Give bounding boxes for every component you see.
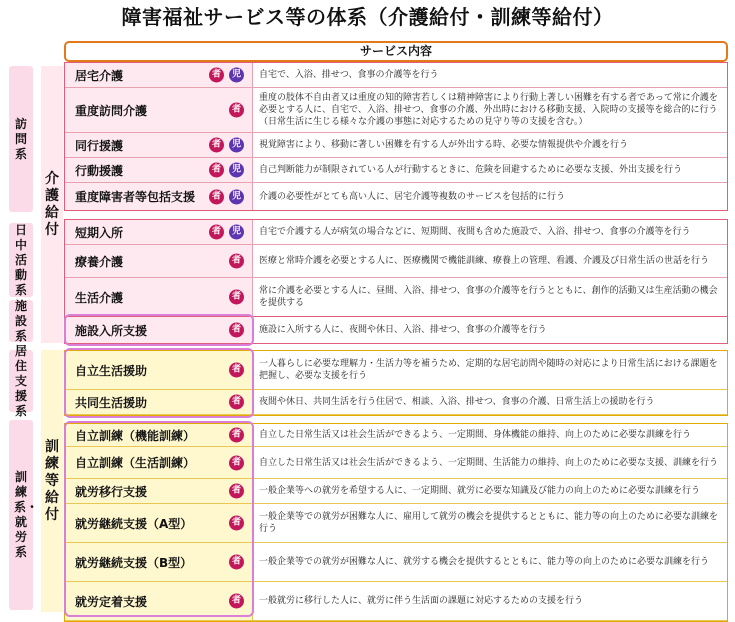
service-name-cell (65, 278, 253, 316)
service-name-cell (65, 63, 253, 87)
eligibility-badges (229, 395, 244, 410)
service-description: 一人暮らしに必要な理解力・生活力等を補うため、定期的な居宅訪問や随時の対応により日常生活における課題を把握し、必要な支援を行う (253, 351, 727, 389)
service-name-cell (65, 543, 253, 581)
adult-badge: 者 (229, 363, 244, 378)
train-residence-group (64, 350, 728, 416)
adult-badge: 者 (209, 138, 224, 153)
eligibility-badges (209, 163, 244, 178)
child-badge: 児 (229, 189, 244, 204)
service-row (65, 390, 727, 415)
eligibility-badges (229, 594, 244, 609)
service-content-header: サービス内容 (64, 41, 728, 62)
service-description: 自己判断能力が制限されている人が行動するときに、危険を回避するために必要な支援、外出支援を行う (253, 158, 727, 182)
service-name: 同行援護 (75, 138, 124, 153)
service-row (65, 63, 727, 88)
service-name: 重度訪問介護 (75, 103, 148, 118)
adult-badge: 者 (229, 516, 244, 531)
eligibility-badges (229, 428, 244, 443)
benefit-care: 介護給付 (41, 66, 63, 343)
service-description: 自宅で介護する人が病気の場合などに、短期間、夜間も含めた施設で、入浴、排せつ、食事の介護等を行う (253, 220, 727, 244)
service-row (65, 158, 727, 183)
adult-badge: 者 (229, 395, 244, 410)
service-name: 生活介護 (75, 290, 124, 305)
service-row (65, 183, 727, 210)
service-name-cell (65, 245, 253, 277)
service-name: 就労継続支援（A型） (75, 516, 193, 531)
service-name-cell (65, 220, 253, 244)
adult-badge: 者 (229, 254, 244, 269)
service-name: 療養介護 (75, 254, 124, 269)
adult-badge: 者 (229, 594, 244, 609)
adult-badge: 者 (229, 323, 244, 338)
service-row (65, 220, 727, 245)
service-name: 就労定着支援 (75, 594, 148, 609)
service-name: 自立訓練（生活訓練） (75, 456, 196, 470)
service-name: 重度障害者等包括支援 (75, 190, 196, 204)
eligibility-badges (209, 225, 244, 240)
adult-badge: 者 (209, 189, 224, 204)
service-description: 一般就労に移行した人に、就労に伴う生活面の課題に対応するための支援を行う (253, 582, 727, 620)
adult-badge: 者 (229, 103, 244, 118)
service-name-cell (65, 158, 253, 182)
care-facility-group (64, 316, 728, 344)
category-visit: 訪問系 (9, 66, 33, 212)
service-description: 介護の必要性がとても高い人に、居宅介護等複数のサービスを包括的に行う (253, 183, 727, 210)
service-name: 行動援護 (75, 163, 124, 178)
child-badge: 児 (229, 68, 244, 83)
service-description: 自宅で、入浴、排せつ、食事の介護等を行う (253, 63, 727, 87)
adult-badge: 者 (229, 455, 244, 470)
service-row (65, 479, 727, 504)
service-row (65, 424, 727, 447)
service-row (65, 504, 727, 543)
service-name-cell (65, 424, 253, 446)
service-row (65, 133, 727, 158)
adult-badge: 者 (229, 555, 244, 570)
service-name-cell (65, 390, 253, 414)
service-name: 就労移行支援 (75, 484, 148, 499)
service-row (65, 88, 727, 133)
service-row (65, 447, 727, 479)
service-row (65, 278, 727, 316)
service-description: 自立した日常生活又は社会生活ができるよう、一定期間、身体機能の維持、向上のために必要な訓練を行う (253, 424, 727, 446)
service-row (65, 543, 727, 582)
service-name: 居宅介護 (75, 68, 124, 83)
service-name: 就労継続支援（B型） (75, 555, 193, 570)
eligibility-badges (209, 68, 244, 83)
adult-badge: 者 (229, 484, 244, 499)
service-description: 一般企業等での就労が困難な人に、雇用して就労の機会を提供するとともに、能力等の向上のために必要な訓練を行う (253, 504, 727, 542)
service-description: 自立した日常生活又は社会生活ができるよう、一定期間、生活能力の維持、向上のために必要な支援、訓練を行う (253, 447, 727, 478)
child-badge: 児 (229, 138, 244, 153)
adult-badge: 者 (209, 225, 224, 240)
service-description: 重度の肢体不自由者又は重度の知的障害若しくは精神障害により行動上著しい困難を有する者であって常に介護を必要とする人に、自宅で、入浴、排せつ、食事の介護、外出時における移動支援、入院時の支援等を総合的に行う（日常生活に生じる様々な介護の事態に対応するための見守り等の支援を含む。） (253, 88, 727, 132)
service-name-cell (65, 447, 253, 478)
benefit-training: 訓練等給付 (41, 350, 63, 612)
service-name: 共同生活援助 (75, 395, 148, 410)
service-description: 施設に入所する人に、夜間や休日、入浴、排せつ、食事の介護等を行う (253, 317, 727, 343)
eligibility-badges (229, 254, 244, 269)
service-row (65, 317, 727, 343)
category-daytime: 日中活動系 (9, 223, 33, 297)
adult-badge: 者 (229, 290, 244, 305)
category-facility: 施設系 (9, 300, 33, 342)
service-name-cell (65, 133, 253, 157)
child-badge: 児 (229, 163, 244, 178)
service-name-cell (65, 88, 253, 132)
service-description: 一般企業等への就労を希望する人に、一定期間、就労に必要な知識及び能力の向上のために必要な訓練を行う (253, 479, 727, 503)
care-visit-group (64, 62, 728, 211)
page-title: 障害福祉サービス等の体系（介護給付・訓練等給付） (121, 5, 614, 29)
eligibility-badges (229, 323, 244, 338)
service-description: 医療と常時介護を必要とする人に、医療機関で機能訓練、療養上の管理、看護、介護及び日常生活の世話を行う (253, 245, 727, 277)
train-work-group (64, 423, 728, 622)
service-name-cell (65, 479, 253, 503)
service-name-cell (65, 504, 253, 542)
eligibility-badges (229, 555, 244, 570)
category-training-work: 訓練系・就労系 (9, 420, 33, 610)
service-row (65, 582, 727, 621)
service-name-cell (65, 317, 253, 343)
service-description: 一般企業等での就労が困難な人に、就労する機会を提供するとともに、能力等の向上のために必要な訓練を行う (253, 543, 727, 581)
eligibility-badges (209, 189, 244, 204)
category-residence: 居住支援系 (9, 350, 33, 412)
service-name-cell (65, 351, 253, 389)
service-description: 視覚障害により、移動に著しい困難を有する人が外出する時、必要な情報提供や介護を行う (253, 133, 727, 157)
adult-badge: 者 (209, 163, 224, 178)
service-description: 常に介護を必要とする人に、昼間、入浴、排せつ、食事の介護等を行うとともに、創作的活動又は生産活動の機会を提供する (253, 278, 727, 316)
eligibility-badges (229, 363, 244, 378)
eligibility-badges (229, 290, 244, 305)
eligibility-badges (229, 455, 244, 470)
adult-badge: 者 (209, 68, 224, 83)
service-name-cell (65, 183, 253, 210)
service-description: 夜間や休日、共同生活を行う住居で、相談、入浴、排せつ、食事の介護、日常生活上の援助を行う (253, 390, 727, 414)
service-name: 自立生活援助 (75, 363, 148, 378)
service-name-cell (65, 582, 253, 620)
care-daytime-group (64, 219, 728, 317)
eligibility-badges (229, 484, 244, 499)
eligibility-badges (229, 516, 244, 531)
adult-badge: 者 (229, 428, 244, 443)
service-row (65, 351, 727, 390)
service-name: 施設入所支援 (75, 323, 148, 338)
eligibility-badges (209, 138, 244, 153)
child-badge: 児 (229, 225, 244, 240)
service-row (65, 245, 727, 278)
eligibility-badges (229, 103, 244, 118)
service-name: 短期入所 (75, 225, 124, 240)
service-name: 自立訓練（機能訓練） (75, 428, 196, 443)
